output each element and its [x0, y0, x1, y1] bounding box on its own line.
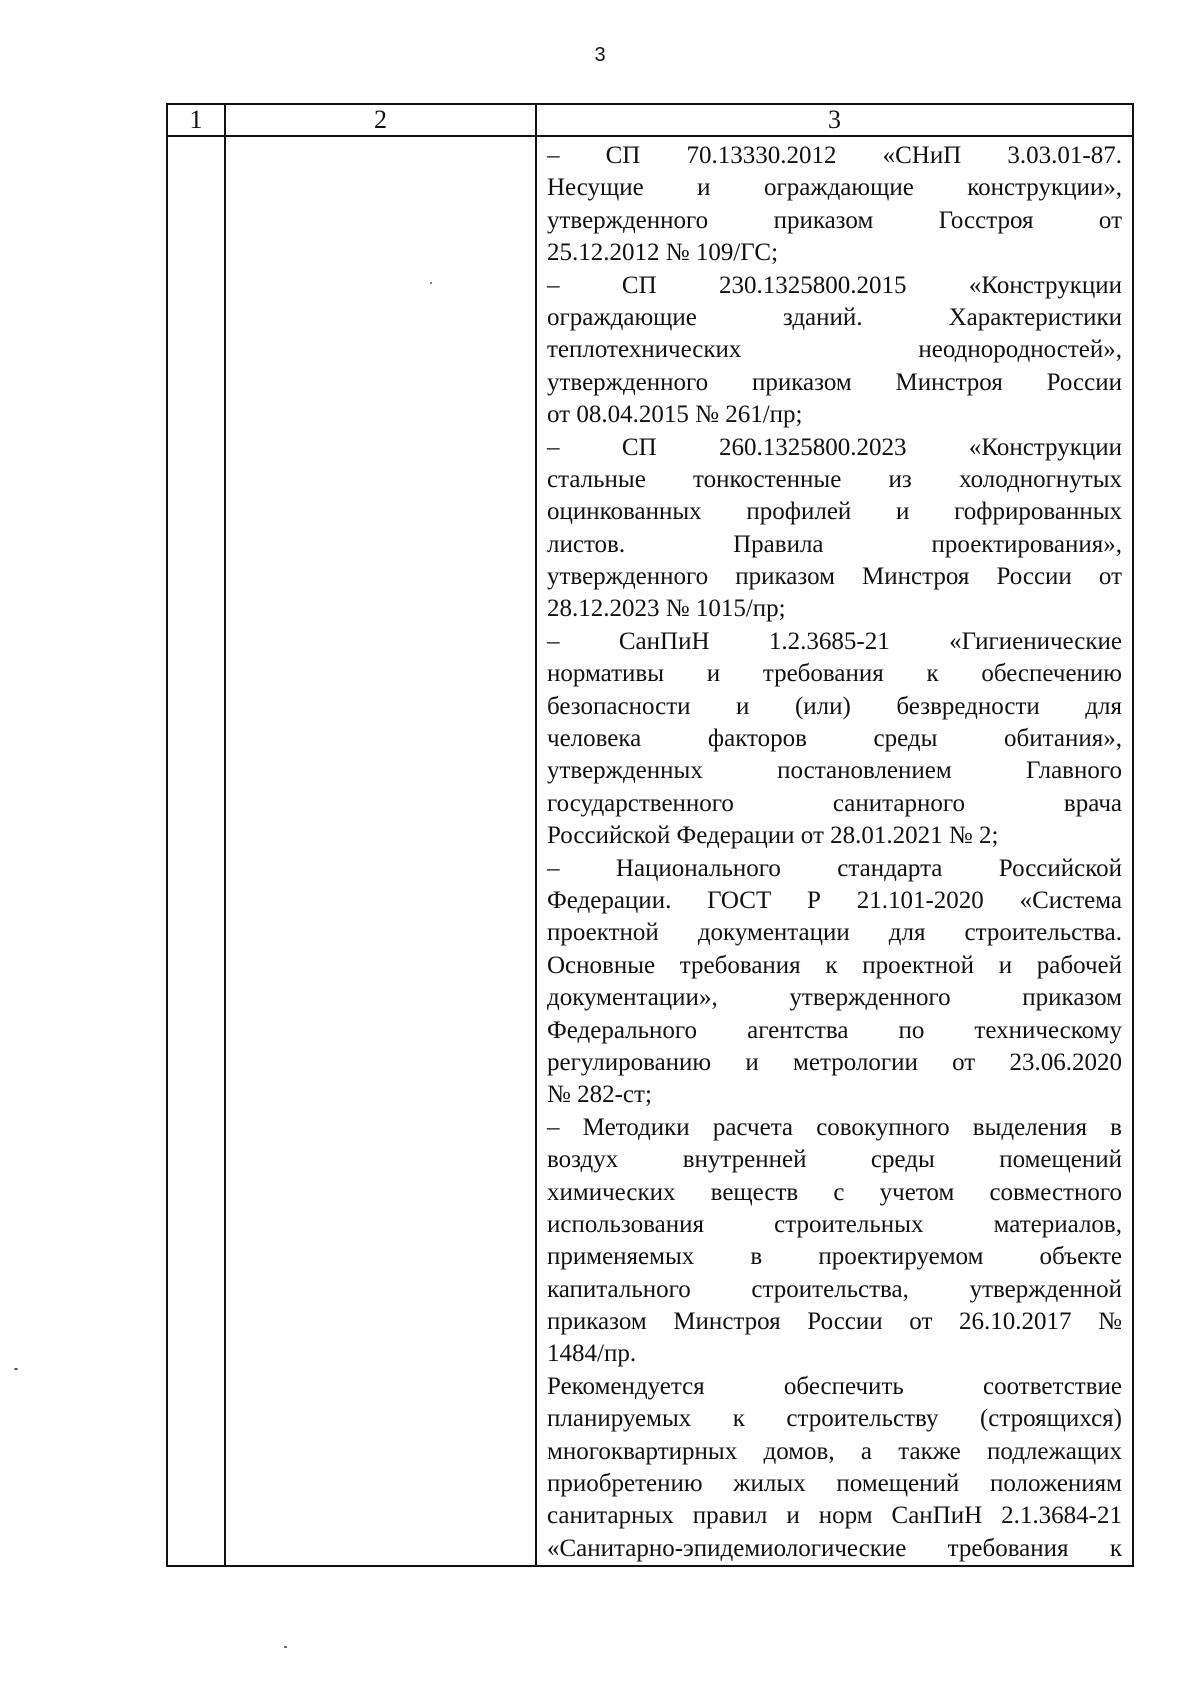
text-line: Российской Федерации от 28.01.2021 № 2; [547, 822, 999, 850]
text-line: 1484/пр. [547, 1340, 637, 1368]
text-line: теплотехнических неоднородностей», [547, 336, 1122, 364]
scan-speck [430, 282, 432, 284]
text-line: утвержденного приказом Минстроя России от [547, 563, 1122, 591]
body-cell-1 [167, 136, 225, 1566]
page-number: 3 [594, 44, 606, 66]
text-line: оцинкованных профилей и гофрированных [547, 498, 1122, 526]
text-line: – СП 260.1325800.2023 «Конструкции [547, 433, 1122, 461]
text-line: листов. Правила проектирования», [547, 530, 1122, 558]
text-line: – Национального стандарта Российской [547, 854, 1122, 882]
text-line: 25.12.2012 № 109/ГС; [547, 239, 779, 267]
text-line: проектной документации для строительства. [547, 919, 1122, 947]
text-line: планируемых к строительству (строящихся) [547, 1405, 1122, 1433]
cell-3-text [547, 140, 1122, 1565]
text-line: от 08.04.2015 № 261/пр; [547, 401, 803, 429]
header-col-2: 2 [225, 104, 536, 136]
text-line: человека факторов среды обитания», [547, 725, 1122, 753]
header-col-3: 3 [536, 104, 1133, 136]
text-line: «Санитарно-эпидемиологические требования к [547, 1534, 1122, 1562]
text-line: – СП 230.1325800.2015 «Конструкции [547, 271, 1122, 299]
text-line: – СанПиН 1.2.3685-21 «Гигиенические [547, 627, 1122, 655]
text-line: применяемых в проектируемом объекте [547, 1243, 1122, 1271]
text-line: Несущие и ограждающие конструкции», [547, 174, 1122, 202]
text-line: химических веществ с учетом совместного [547, 1178, 1122, 1206]
text-line: безопасности и (или) безвредности для [547, 692, 1122, 720]
text-line: Федерального агентства по техническому [547, 1016, 1122, 1044]
text-line: – СП 70.13330.2012 «СНиП 3.03.01-87. [547, 142, 1122, 169]
text-line: санитарных правил и норм СанПиН 2.1.3684-21 [547, 1502, 1122, 1530]
text-line: – Методики расчета совокупного выделения в [547, 1113, 1122, 1141]
text-line: Основные требования к проектной и рабочей [547, 951, 1122, 979]
text-line: № 282-ст; [547, 1081, 652, 1109]
text-line: регулированию и метрологии от 23.06.2020 [547, 1048, 1122, 1076]
table-header-row [167, 104, 1133, 136]
document-table [166, 103, 1134, 1567]
header-col-1: 1 [167, 104, 225, 136]
text-line: документации», утвержденного приказом [547, 984, 1122, 1012]
body-cell-2 [225, 136, 536, 1566]
text-line: 28.12.2023 № 1015/пр; [547, 595, 786, 623]
text-line: утвержденного приказом Госстроя от [547, 206, 1122, 234]
text-line: нормативы и требования к обеспечению [547, 660, 1122, 688]
text-line: использования строительных материалов, [547, 1210, 1122, 1238]
text-line: государственного санитарного врача [547, 789, 1122, 817]
text-line: многоквартирных домов, а также подлежащих [547, 1437, 1122, 1465]
scan-speck [14, 1368, 18, 1370]
table-body-row [167, 136, 1133, 1566]
text-line: стальные тонкостенные из холодногнутых [547, 465, 1122, 493]
text-line: приказом Минстроя России от 26.10.2017 № [547, 1308, 1122, 1336]
text-line: ограждающие зданий. Характеристики [547, 303, 1122, 331]
text-line: капитального строительства, утвержденной [547, 1275, 1122, 1303]
text-line: приобретению жилых помещений положениям [547, 1470, 1122, 1498]
scan-speck [284, 1646, 287, 1648]
text-line: Федерации. ГОСТ Р 21.101-2020 «Система [547, 886, 1122, 914]
text-line: Рекомендуется обеспечить соответствие [547, 1372, 1122, 1400]
text-line: утвержденного приказом Минстроя России [547, 368, 1122, 396]
text-line: утвержденных постановлением Главного [547, 757, 1122, 785]
body-cell-3 [536, 136, 1133, 1566]
text-line: воздух внутренней среды помещений [547, 1146, 1122, 1174]
